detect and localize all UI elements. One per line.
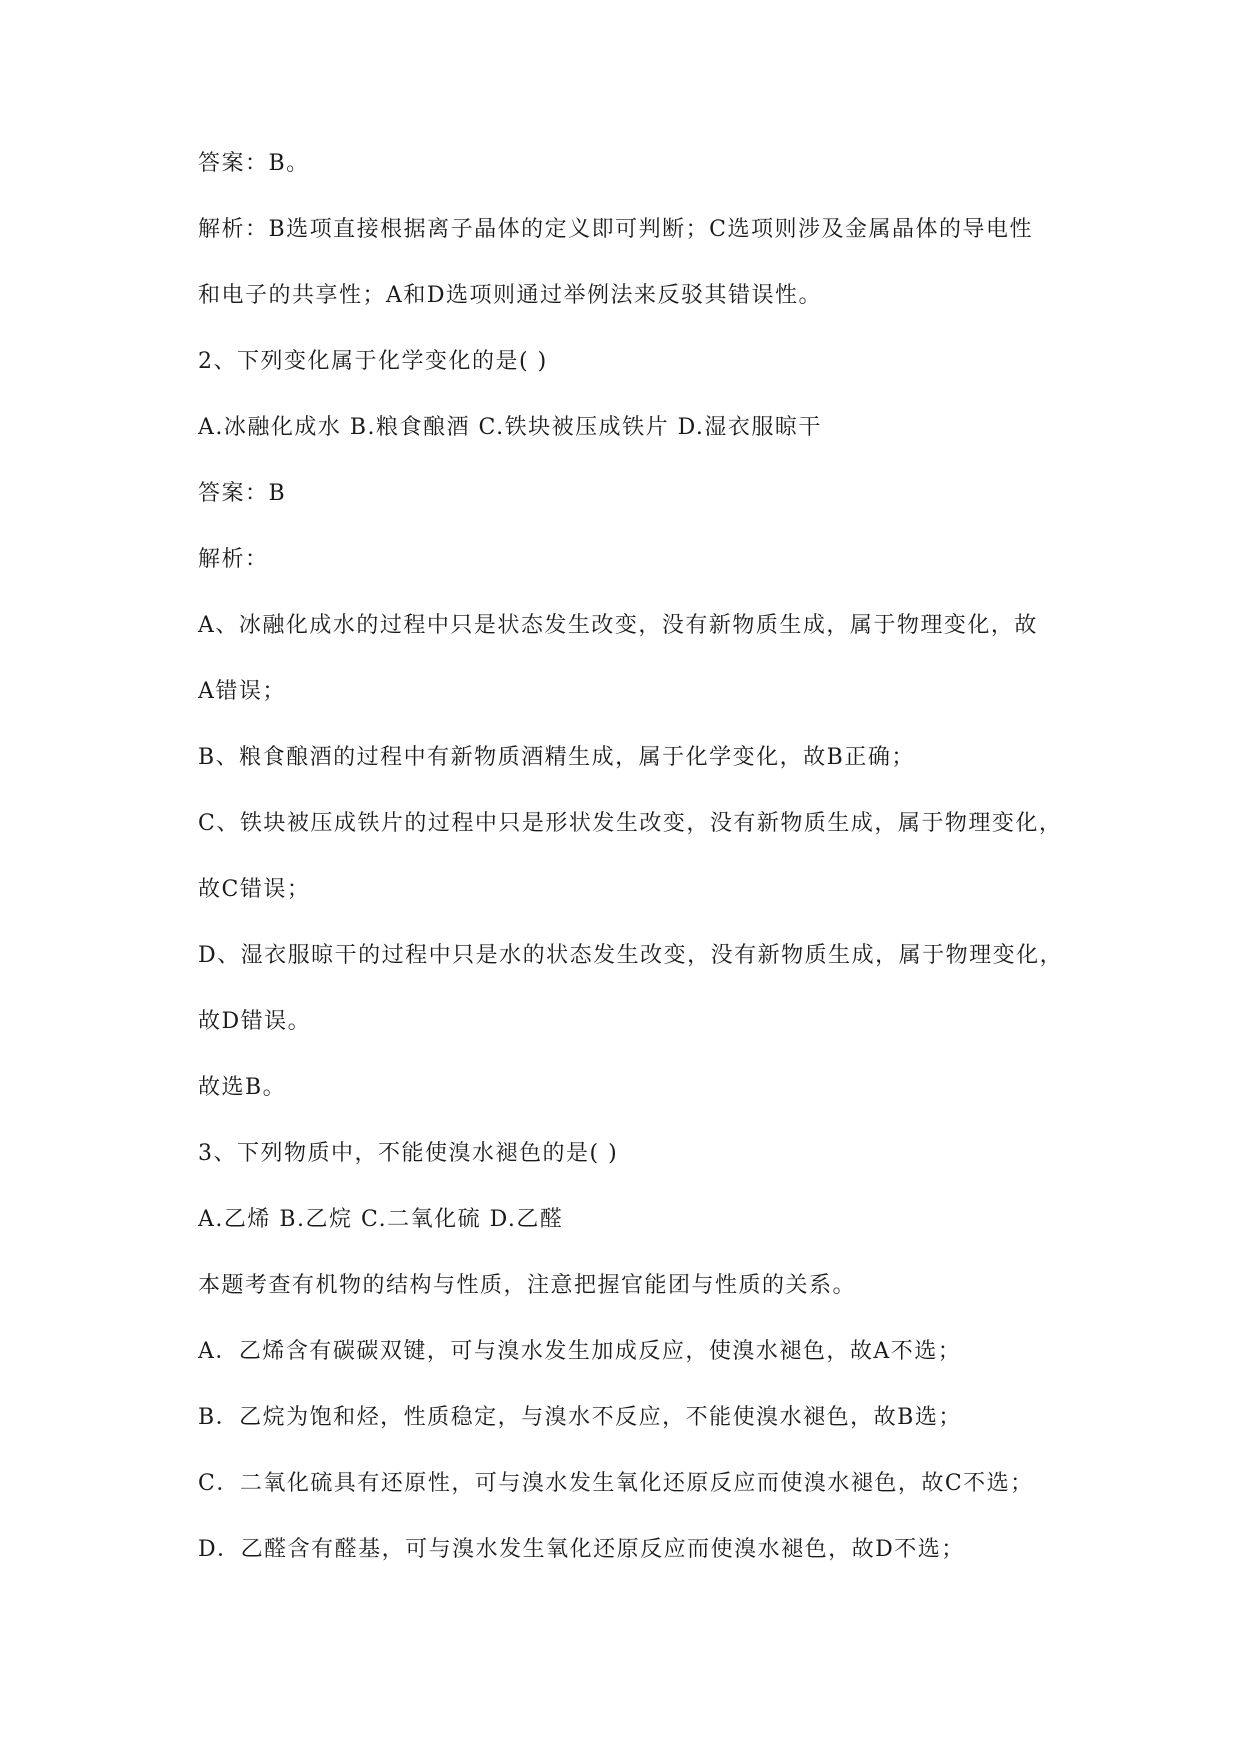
conclusion-2: 故选B。: [198, 1075, 287, 1100]
explanation-b: B、粮食酿酒的过程中有新物质酒精生成，属于化学变化，故B正确；: [198, 745, 915, 770]
analysis-line-1: 解析：B选项直接根据离子晶体的定义即可判断；C选项则涉及金属晶体的导电性: [198, 217, 1034, 242]
question-2-options: A.冰融化成水 B.粮食酿酒 C.铁块被压成铁片 D.湿衣服晾干: [198, 415, 822, 440]
explanation-a-continued: A错误；: [198, 679, 286, 704]
option-analysis-b: B．乙烷为饱和烃，性质稳定，与溴水不反应，不能使溴水褪色，故B选；: [198, 1405, 962, 1430]
explanation-a: A、冰融化成水的过程中只是状态发生改变，没有新物质生成，属于物理变化，故: [198, 613, 1038, 638]
explanation-c-continued: 故C错误；: [198, 877, 311, 902]
explanation-d: D、湿衣服晾干的过程中只是水的状态发生改变，没有新物质生成，属于物理变化，: [198, 943, 1064, 968]
explanation-c: C、铁块被压成铁片的过程中只是形状发生改变，没有新物质生成，属于物理变化，: [198, 811, 1063, 836]
question-2: 2、下列变化属于化学变化的是( ): [198, 349, 548, 374]
option-analysis-a: A．乙烯含有碳碳双键，可与溴水发生加成反应，使溴水褪色，故A不选；: [198, 1339, 962, 1364]
question-3: 3、下列物质中，不能使溴水褪色的是( ): [198, 1141, 619, 1166]
topic-note-3: 本题考查有机物的结构与性质，注意把握官能团与性质的关系。: [198, 1273, 857, 1298]
option-analysis-c: C．二氧化硫具有还原性，可与溴水发生氧化还原反应而使溴水褪色，故C不选；: [198, 1471, 1034, 1496]
analysis-line-1-continued: 和电子的共享性；A和D选项则通过举例法来反驳其错误性。: [198, 283, 823, 308]
answer-line-1: 答案：B。: [198, 151, 310, 176]
question-3-options: A.乙烯 B.乙烷 C.二氧化硫 D.乙醛: [198, 1207, 564, 1232]
explanation-d-continued: 故D错误。: [198, 1009, 312, 1034]
answer-line-2: 答案：B: [198, 481, 287, 506]
analysis-label-2: 解析：: [198, 547, 269, 572]
option-analysis-d: D．乙醛含有醛基，可与溴水发生氧化还原反应而使溴水褪色，故D不选；: [198, 1537, 965, 1562]
